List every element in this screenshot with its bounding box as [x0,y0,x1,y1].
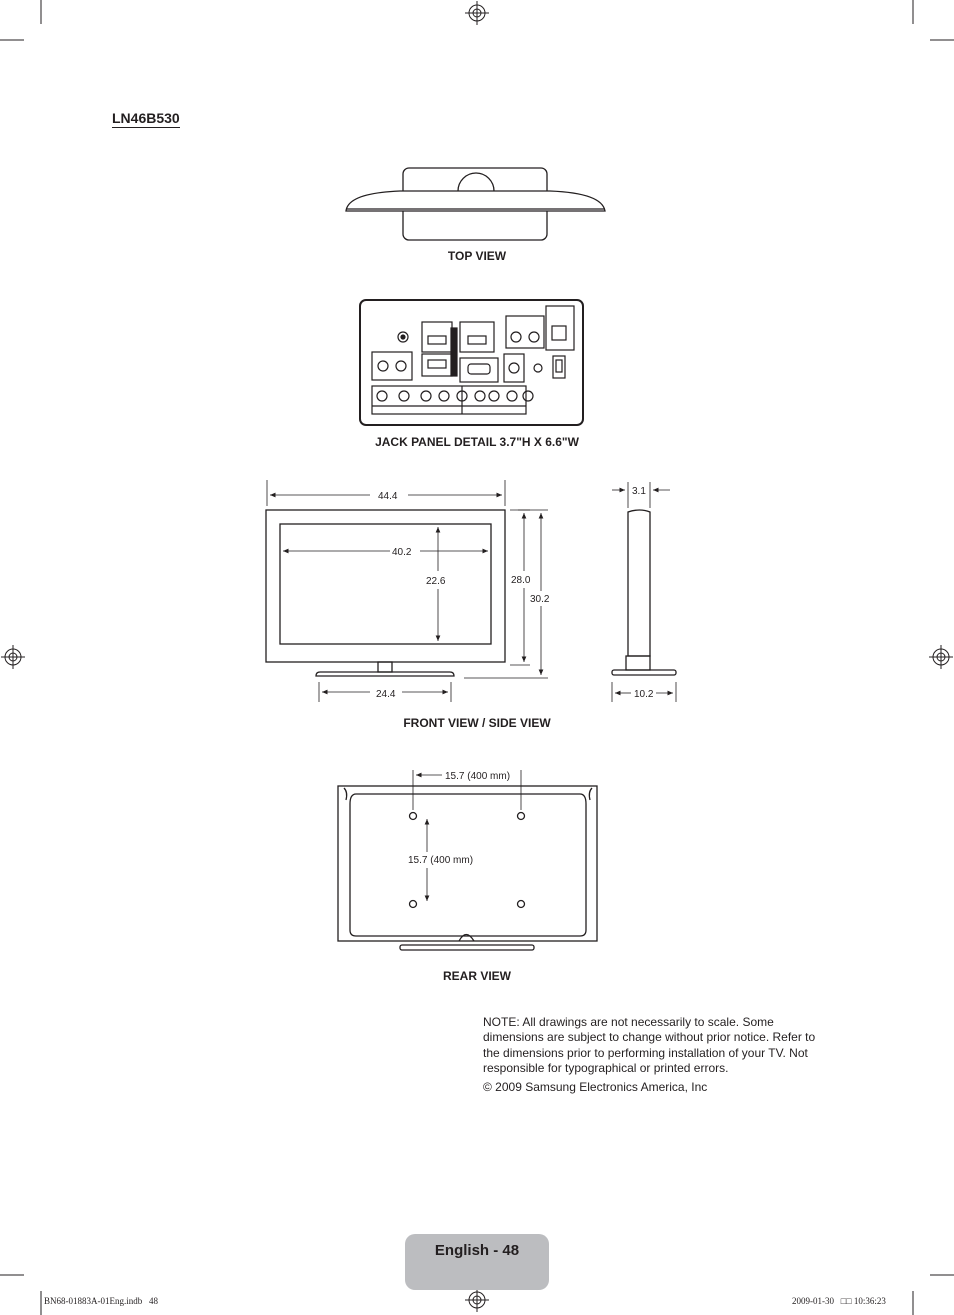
height-with-stand-label: 30.2 [530,594,550,605]
side-view-drawing [604,478,684,706]
front-side-caption: FRONT VIEW / SIDE VIEW [403,716,551,730]
copyright-text: © 2009 Samsung Electronics America, Inc [483,1080,708,1094]
screen-height-label: 22.6 [426,576,446,587]
top-view-drawing [340,165,610,245]
top-view-caption: TOP VIEW [447,249,507,263]
page-number-tab [405,1234,549,1290]
page-label: English - 48 [434,1242,520,1259]
model-title: LN46B530 [112,110,180,126]
jack-panel-caption: JACK PANEL DETAIL 3.7"H X 6.6"W [375,435,579,449]
rear-view-caption: REAR VIEW [442,969,511,983]
height-no-stand-label: 28.0 [511,575,531,586]
screen-width-label: 40.2 [392,547,412,558]
print-timestamp: 2009-01-30 □□ 10:36:23 [792,1296,886,1306]
vesa-vertical-label: 15.7 (400 mm) [408,855,474,866]
vesa-horizontal-label: 15.7 (400 mm) [445,771,511,782]
depth-label: 3.1 [632,486,646,497]
rear-view-drawing [334,764,602,956]
front-view-drawing [258,476,558,706]
print-file-info: BN68-01883A-01Eng.indb 48 [44,1296,158,1306]
stand-width-label: 24.4 [376,689,396,700]
jack-panel-drawing [358,298,586,428]
note-text: NOTE: All drawings are not necessarily to scale. Some dimensions are subject to change without prior notice. Refer to the dimensions prior to performing installation of your TV. Not responsible for typographical or printed errors. [483,1015,816,1075]
width-label: 44.4 [378,491,398,502]
stand-depth-label: 10.2 [634,689,654,700]
